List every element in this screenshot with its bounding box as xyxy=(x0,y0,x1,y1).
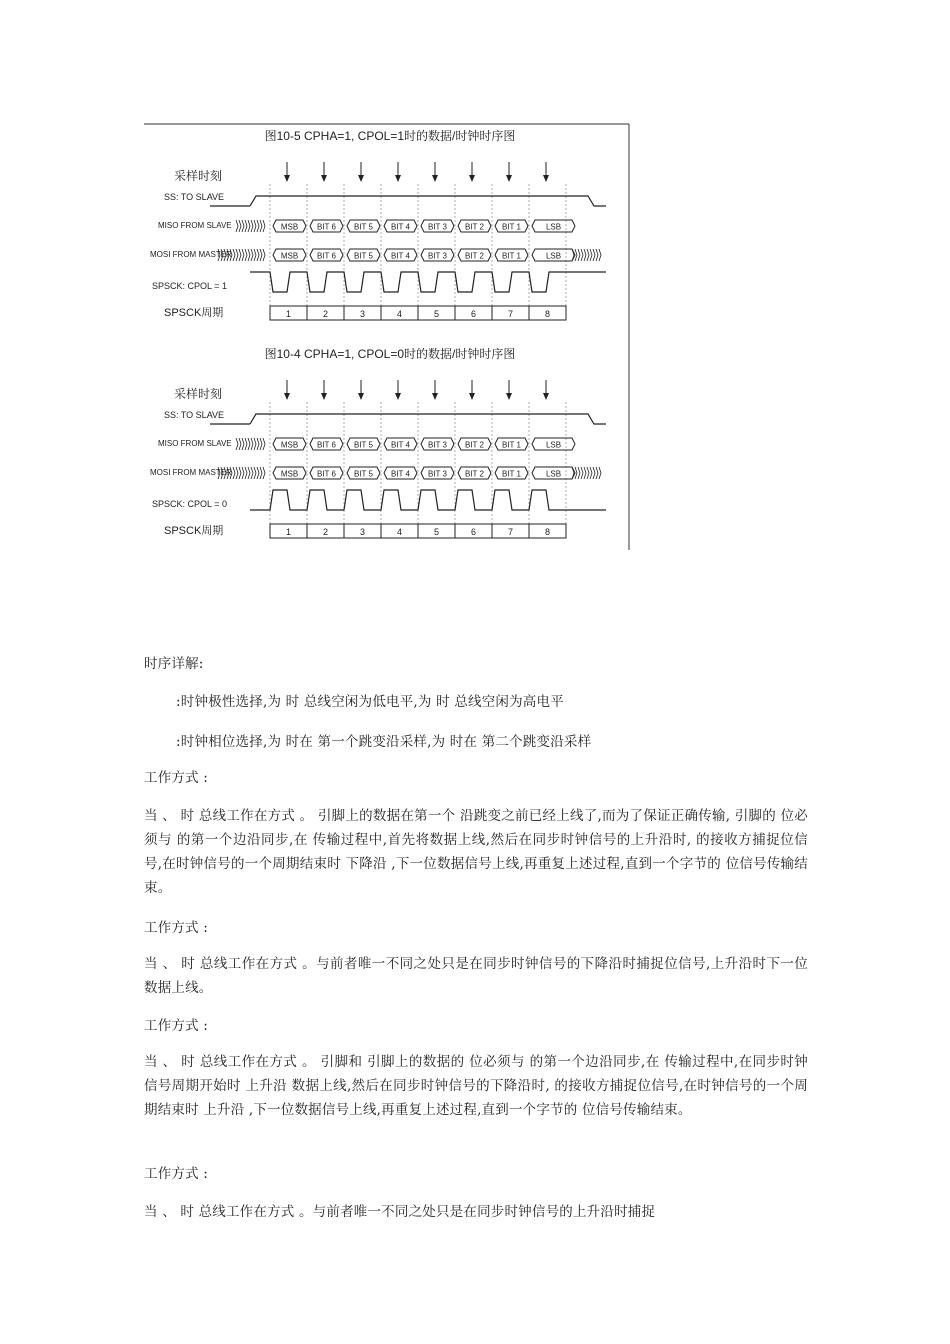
miso-bit-label: BIT 5 xyxy=(354,222,373,232)
timing-diagram-figure xyxy=(140,120,635,556)
sample-arrow-head xyxy=(469,393,475,400)
mode-c-title: 工作方式 : xyxy=(144,1018,209,1034)
cycle-number: 3 xyxy=(359,309,366,319)
mosi-hatch xyxy=(236,249,238,261)
mosi-label: MOSI FROM MASTER xyxy=(150,250,232,259)
mosi-bit-label: MSB xyxy=(280,251,299,261)
mosi-hatch xyxy=(248,249,250,261)
sample-arrow-head xyxy=(284,175,290,182)
mode-b-title: 工作方式 : xyxy=(144,920,209,936)
miso-hatch xyxy=(248,220,250,232)
mosi-bit-label: BIT 2 xyxy=(465,251,484,261)
timing-diagram xyxy=(140,120,635,552)
mosi-hatch xyxy=(596,467,598,479)
sck-label: SPSCK: CPOL = 0 xyxy=(152,499,227,509)
mosi-hatch xyxy=(242,467,244,479)
miso-hatch xyxy=(251,220,253,232)
sck-waveform xyxy=(250,490,606,510)
mosi-bit-label: MSB xyxy=(280,469,299,479)
cycle-number: 2 xyxy=(322,527,329,537)
miso-label: MISO FROM SLAVE xyxy=(158,221,232,230)
mosi-hatch xyxy=(584,467,586,479)
mosi-hatch xyxy=(581,249,583,261)
mosi-bit-label: BIT 3 xyxy=(428,469,447,479)
mosi-label: MOSI FROM MASTER xyxy=(150,468,232,477)
mosi-hatch xyxy=(263,249,265,261)
cycle-number: 7 xyxy=(507,527,514,537)
miso-hatch xyxy=(236,220,238,232)
cycle-number: 7 xyxy=(507,309,514,319)
cycle-label: SPSCK周期 xyxy=(164,525,224,537)
miso-bit-label: BIT 4 xyxy=(391,222,410,232)
mosi-hatch xyxy=(584,249,586,261)
mosi-hatch xyxy=(233,467,235,479)
miso-bit-label: BIT 1 xyxy=(502,222,521,232)
ss-label: SS: TO SLAVE xyxy=(164,192,225,202)
mosi-bit-label: BIT 5 xyxy=(354,251,373,261)
mosi-hatch xyxy=(587,467,589,479)
mosi-hatch xyxy=(581,467,583,479)
mosi-hatch xyxy=(257,467,259,479)
miso-hatch xyxy=(245,220,247,232)
cycle-number: 5 xyxy=(433,527,440,537)
mosi-hatch xyxy=(590,249,592,261)
mosi-hatch xyxy=(254,249,256,261)
mode-a-title: 工作方式 : xyxy=(144,770,209,786)
sample-arrow-head xyxy=(358,393,364,400)
mosi-hatch xyxy=(260,467,262,479)
miso-hatch xyxy=(263,438,265,450)
sample-arrow-head xyxy=(543,393,549,400)
mosi-bit-label: BIT 4 xyxy=(391,251,410,261)
miso-bit-label: BIT 3 xyxy=(428,440,447,450)
mode-d-title: 工作方式 : xyxy=(144,1166,209,1182)
mosi-hatch xyxy=(590,467,592,479)
mosi-hatch xyxy=(593,249,595,261)
sample-label: 采样时刻 xyxy=(174,169,223,183)
cycle-number: 6 xyxy=(470,527,477,537)
miso-hatch xyxy=(248,438,250,450)
sample-arrow-head xyxy=(284,393,290,400)
mosi-hatch xyxy=(242,249,244,261)
mosi-bit-label: BIT 2 xyxy=(465,469,484,479)
mosi-hatch xyxy=(257,249,259,261)
mosi-bit-label: LSB xyxy=(545,469,562,479)
miso-hatch xyxy=(251,438,253,450)
miso-hatch xyxy=(239,220,241,232)
mode-d-body: 当 、 时 总线工作在方式 。与前者唯一不同之处只是在同步时钟信号的上升沿时捕捉 xyxy=(144,1204,656,1220)
miso-bit-label: MSB xyxy=(280,440,299,450)
miso-hatch xyxy=(254,438,256,450)
miso-hatch xyxy=(236,438,238,450)
miso-bit-label: MSB xyxy=(280,222,299,232)
mosi-hatch xyxy=(578,467,580,479)
cpha-text: :时钟相位选择,为 时在 第一个跳变沿采样,为 时在 第二个跳变沿采样 xyxy=(176,734,592,750)
sample-label: 采样时刻 xyxy=(174,387,223,401)
miso-bit-label: LSB xyxy=(545,222,562,232)
miso-bit-label: BIT 6 xyxy=(317,222,336,232)
ss-label: SS: TO SLAVE xyxy=(164,410,225,420)
mosi-bit-label: BIT 5 xyxy=(354,469,373,479)
sck-waveform xyxy=(250,272,606,292)
cycle-number: 4 xyxy=(396,527,403,537)
miso-bit-label: BIT 3 xyxy=(428,222,447,232)
ss-waveform xyxy=(250,196,606,206)
sample-arrow-head xyxy=(358,175,364,182)
miso-bit-label: BIT 6 xyxy=(317,440,336,450)
miso-hatch xyxy=(257,220,259,232)
sample-arrow-head xyxy=(469,175,475,182)
mosi-hatch xyxy=(578,249,580,261)
mosi-hatch xyxy=(233,249,235,261)
sample-arrow-head xyxy=(506,393,512,400)
sample-arrow-head xyxy=(506,175,512,182)
mosi-hatch xyxy=(593,467,595,479)
mosi-hatch xyxy=(245,249,247,261)
mode-c-body: 当 、 时 总线工作在方式 。 引脚和 引脚上的数据的 位必须与 的第一个边沿同步,在 传输过程中,在同步时钟信号周期开始时 上升沿 数据上线,然后在同步时钟信号的下降沿时, 的接收方捕捉位信号,在时钟信号的一个周期结束时 上升沿 ,下一位数据信号上线,再重复上述过程,直到一个字节的 位信号传输结束。 xyxy=(144,1054,808,1118)
mosi-hatch xyxy=(239,467,241,479)
cycle-number: 8 xyxy=(544,527,551,537)
mode-b-body: 当 、 时 总线工作在方式 。与前者唯一不同之处只是在同步时钟信号的下降沿时捕捉位信号,上升沿时下一位数据上线。 xyxy=(144,956,808,996)
cycle-number: 1 xyxy=(285,527,292,537)
cpol-description xyxy=(176,690,840,714)
sample-arrow-head xyxy=(543,175,549,182)
sck-label: SPSCK: CPOL = 1 xyxy=(152,281,227,291)
miso-bit-label: BIT 5 xyxy=(354,440,373,450)
diagram-caption: 图10-4 CPHA=1, CPOL=0时的数据/时钟时序图 xyxy=(264,347,516,361)
miso-hatch xyxy=(263,220,265,232)
cycle-label: SPSCK周期 xyxy=(164,307,224,319)
cycle-number: 1 xyxy=(285,309,292,319)
sample-arrow-head xyxy=(321,393,327,400)
mosi-hatch xyxy=(239,249,241,261)
cycle-number: 5 xyxy=(433,309,440,319)
mosi-hatch xyxy=(248,467,250,479)
miso-bit-label: BIT 1 xyxy=(502,440,521,450)
mosi-hatch xyxy=(251,467,253,479)
cycle-number: 2 xyxy=(322,309,329,319)
mode-a-body: 当 、 时 总线工作在方式 。 引脚上的数据在第一个 沿跳变之前已经上线了,而为了保证正确传输, 引脚的 位必须与 的第一个边沿同步,在 传输过程中,首先将数据上线,然后在同步时钟信号的上升沿时, 的接收方捕捉位信号,在时钟信号的一个周期结束时 下降沿 ,下一位数据信号上线,再重复上述过程,直到一个字节的 位信号传输结束。 xyxy=(144,808,808,896)
mosi-bit-label: BIT 6 xyxy=(317,469,336,479)
miso-hatch xyxy=(254,220,256,232)
miso-bit-label: BIT 2 xyxy=(465,222,484,232)
mosi-hatch xyxy=(596,249,598,261)
miso-hatch xyxy=(245,438,247,450)
mosi-hatch xyxy=(251,249,253,261)
cycle-number: 8 xyxy=(544,309,551,319)
diagram-caption: 图10-5 CPHA=1, CPOL=1时的数据/时钟时序图 xyxy=(264,129,516,143)
mosi-hatch xyxy=(245,467,247,479)
mosi-bit-label: BIT 4 xyxy=(391,469,410,479)
cycle-number: 6 xyxy=(470,309,477,319)
miso-hatch xyxy=(260,438,262,450)
mosi-hatch xyxy=(599,249,601,261)
sample-arrow-head xyxy=(432,393,438,400)
miso-bit-label: BIT 4 xyxy=(391,440,410,450)
mosi-bit-label: BIT 6 xyxy=(317,251,336,261)
cycle-number: 4 xyxy=(396,309,403,319)
mosi-bit-label: BIT 1 xyxy=(502,251,521,261)
mosi-hatch xyxy=(263,467,265,479)
mosi-hatch xyxy=(236,467,238,479)
miso-hatch xyxy=(257,438,259,450)
sample-arrow-head xyxy=(432,175,438,182)
miso-hatch xyxy=(242,220,244,232)
ss-waveform xyxy=(250,414,606,424)
sample-arrow-head xyxy=(321,175,327,182)
mosi-bit-label: LSB xyxy=(545,251,562,261)
cpol-text: :时钟极性选择,为 时 总线空闲为低电平,为 时 总线空闲为高电平 xyxy=(176,694,564,710)
miso-bit-label: LSB xyxy=(545,440,562,450)
mosi-hatch xyxy=(260,249,262,261)
mosi-bit-label: BIT 1 xyxy=(502,469,521,479)
sample-arrow-head xyxy=(395,175,401,182)
mosi-hatch xyxy=(599,467,601,479)
mosi-hatch xyxy=(254,467,256,479)
cycle-number: 3 xyxy=(359,527,366,537)
miso-hatch xyxy=(260,220,262,232)
miso-label: MISO FROM SLAVE xyxy=(158,439,232,448)
cpha-description xyxy=(176,730,840,754)
miso-hatch xyxy=(242,438,244,450)
miso-hatch xyxy=(239,438,241,450)
miso-bit-label: BIT 2 xyxy=(465,440,484,450)
mosi-hatch xyxy=(587,249,589,261)
section-heading: 时序详解: xyxy=(144,656,204,672)
sample-arrow-head xyxy=(395,393,401,400)
mosi-bit-label: BIT 3 xyxy=(428,251,447,261)
